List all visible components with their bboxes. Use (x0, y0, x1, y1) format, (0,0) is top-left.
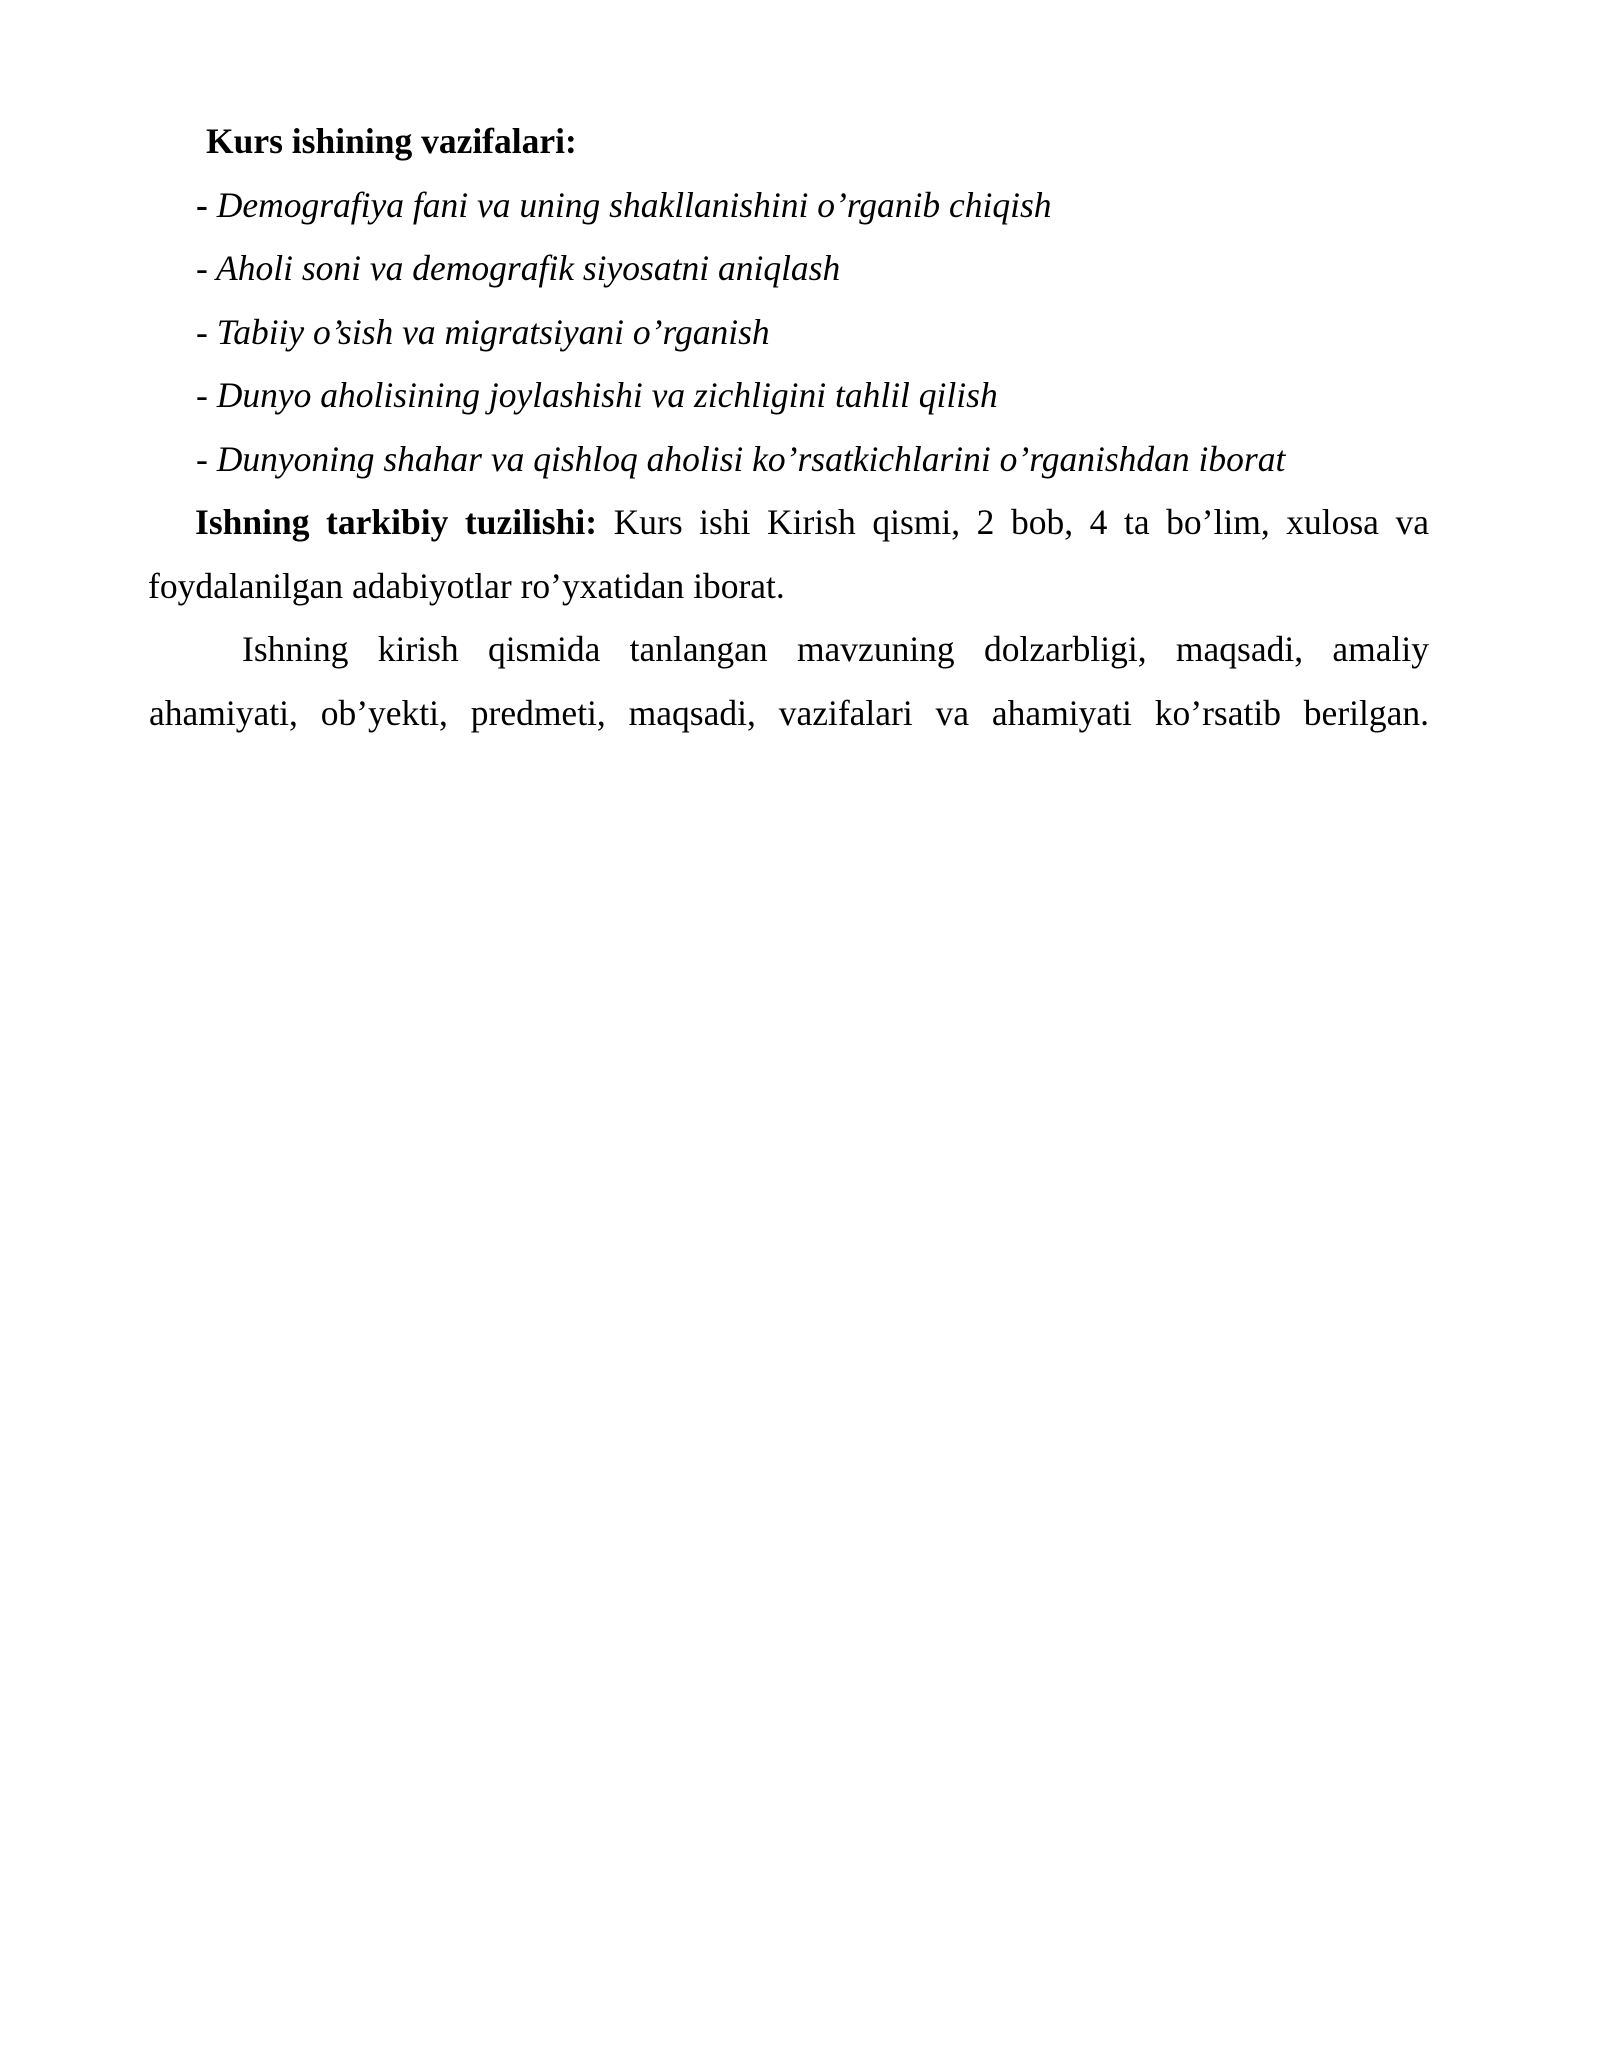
structure-label: Ishning tarkibiy tuzilishi: (195, 502, 598, 542)
task-dash: - (196, 438, 208, 479)
task-text: Dunyo aholisining joylashishi va zichligini tahlil qilish (207, 375, 998, 415)
structure-paragraph (148, 491, 1429, 618)
task-dash: - (196, 184, 208, 225)
task-dash: - (196, 248, 208, 288)
task-text: Demografiya fani va uning shakllanishini o’rganib chiqish (207, 184, 1052, 225)
task-text: Tabiiy o’sish va migratsiyani o’rganish (207, 311, 770, 352)
task-item (149, 428, 1429, 492)
structure-text: Kurs ishi Kirish qismi, 2 bob, 4 ta bo’lim, xulosa va foydalanilgan adabiyotlar ro’yxatidan iborat. (148, 502, 1429, 606)
section-heading: Kurs ishining vazifalari: (206, 121, 577, 161)
document-body (149, 110, 1429, 745)
task-text: Aholi soni va demografik siyosatni aniqlash (207, 248, 841, 288)
task-item (149, 364, 1429, 428)
task-text: Dunyoning shahar va qishloq aholisi ko’rsatkichlarini o’rganishdan iborat (207, 438, 1286, 479)
task-list (149, 174, 1429, 492)
task-item (149, 301, 1429, 365)
task-item (149, 237, 1429, 301)
task-dash: - (196, 311, 208, 352)
intro-paragraph: Ishning kirish qismida tanlangan mavzuning dolzarbligi, maqsadi, amaliy ahamiyati, ob’yekti, predmeti, maqsadi, vazifalari va ahamiyati ko’rsatib berilgan. (149, 629, 1429, 733)
task-dash: - (196, 375, 208, 415)
task-item (149, 174, 1429, 238)
